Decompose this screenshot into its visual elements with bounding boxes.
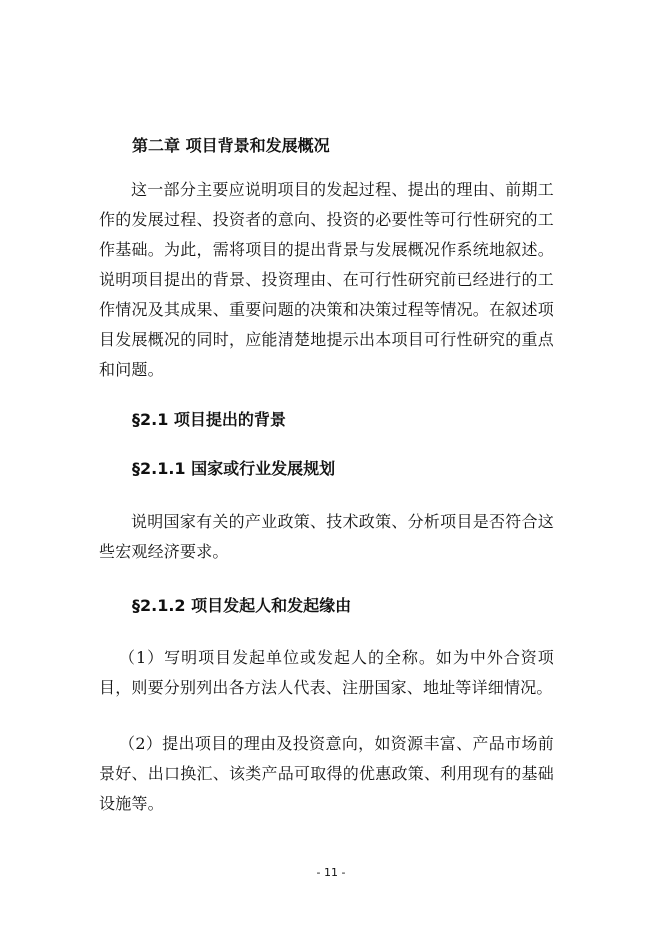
section-2-1-2-heading: §2.1.2 项目发起人和发起缘由 (132, 596, 352, 615)
section-2-1-2-item-2: （2）提出项目的理由及投资意向，如资源丰富、产品市场前景好、出口换汇、该类产品可取得的优惠政策、利用现有的基础设施等。 (99, 734, 554, 813)
section-2-1-heading: §2.1 项目提出的背景 (132, 410, 286, 429)
section-2-1-1-heading: §2.1.1 国家或行业发展规划 (132, 459, 336, 478)
section-2-1-2-item-1: （1）写明项目发起单位或发起人的全称。如为中外合资项目，则要分别列出各方法人代表、注册国家、地址等详细情况。 (99, 648, 554, 697)
chapter-title: 第二章 项目背景和发展概况 (132, 136, 330, 155)
chapter-intro-paragraph: 这一部分主要应说明项目的发起过程、提出的理由、前期工作的发展过程、投资者的意向、投资的必要性等可行性研究的工作基础。为此，需将项目的提出背景与发展概况作系统地叙述。说明项目提出的背景、投资理由、在可行性研究前已经进行的工作情况及其成果、重要问题的决策和决策过程等情况。在叙述项目发展概况的同时，应能清楚地提示出本项目可行性研究的重点和问题。 (99, 180, 554, 379)
section-2-1-1-paragraph: 说明国家有关的产业政策、技术政策、分析项目是否符合这些宏观经济要求。 (99, 512, 554, 561)
page-number: - 11 - (316, 866, 346, 879)
